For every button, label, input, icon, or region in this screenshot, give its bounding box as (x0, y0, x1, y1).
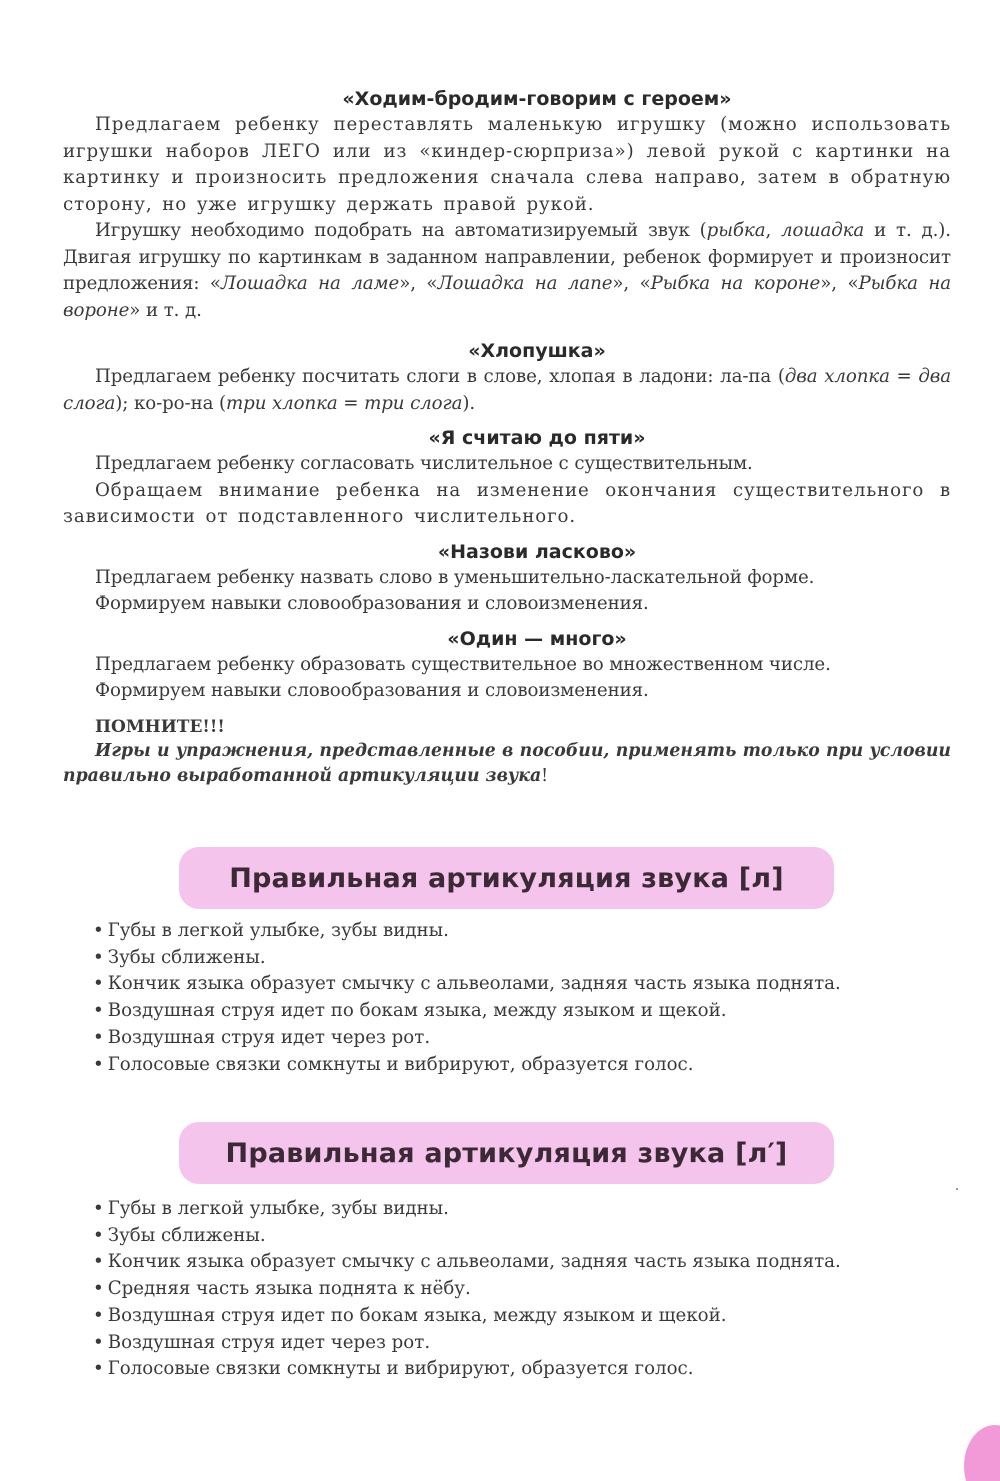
game-nazovi-laskovo (63, 539, 951, 618)
paragraph: Предлагаем ребенку посчитать слоги в слове, хлопая в ладони: ла-па (два хлопка = два слога); ко-ро-на (три хлопка = три слога). (63, 366, 951, 414)
list-item: • Воздушная струя идет через рот. (93, 1331, 431, 1353)
section-banner-l-soft: Правильная артикуляция звука [л′] (179, 1122, 834, 1184)
list-item: • Воздушная струя идет по бокам языка, между языком и щекой. (93, 1000, 727, 1022)
list-item: • Средняя часть языка поднята к нёбу. (93, 1278, 471, 1300)
game-title: «Ходим-бродим-говорим с героем» (342, 88, 732, 110)
game-title: «Назови ласково» (437, 540, 637, 563)
list-item: • Губы в легкой улыбке, зубы видны. (93, 1198, 449, 1219)
paragraph: Формируем навыки словообразования и словоизменения. (95, 680, 649, 701)
remember-note (63, 715, 951, 789)
game-khodim-brodim (63, 86, 951, 324)
list-item: • Голосовые связки сомкнуты и вибрируют, образуется голос. (93, 1358, 694, 1380)
paragraph: Формируем навыки словообразования и словоизменения. (95, 593, 649, 614)
remember-text: Игры и упражнения, представленные в пособии, применять только при условии правильно выработанной артикуляции звука! (63, 740, 951, 786)
games-content (63, 86, 951, 789)
list-item: • Зубы сближены. (93, 946, 266, 968)
list-item: • Зубы сближены. (93, 1224, 266, 1246)
list-item: • Губы в легкой улыбке, зубы видны. (93, 920, 449, 941)
paragraph: Предлагаем ребенку согласовать числительное с существительным. (95, 453, 753, 474)
articulation-list-l (93, 918, 893, 1078)
articulation-list-l-soft (93, 1196, 893, 1383)
section-banner-l: Правильная артикуляция звука [л] (179, 847, 834, 909)
game-ya-schitayu (63, 425, 951, 531)
list-item: • Голосовые связки сомкнуты и вибрируют, образуется голос. (93, 1053, 694, 1075)
list-item: • Воздушная струя идет через рот. (93, 1026, 431, 1048)
paragraph: Предлагаем ребенку переставлять маленькую игрушку (можно использовать игрушки наборов ЛЕГО или из «киндер-сюрприза») левой рукой с картинки на картинку и произносить предложения сначала слева направо, затем в обратную сторону, но уже игрушку держать правой рукой. (63, 114, 951, 215)
print-speck (956, 1188, 958, 1190)
list-item: • Кончик языка образует смычку с альвеолами, задняя часть языка поднята. (93, 1251, 841, 1273)
list-item: • Кончик языка образует смычку с альвеолами, задняя часть языка поднята. (93, 973, 841, 995)
paragraph: Предлагаем ребенку назвать слово в уменьшительно-ласкательной форме. (95, 566, 815, 588)
remember-title: ПОМНИТЕ!!! (95, 716, 225, 737)
game-odin-mnogo (63, 626, 951, 705)
paragraph: Предлагаем ребенку образовать существительное во множественном числе. (95, 653, 831, 675)
paragraph: Обращаем внимание ребенка на изменение окончания существительного в зависимости от подставленного числительного. (63, 479, 951, 527)
corner-decoration (964, 1425, 1000, 1481)
game-khlopushka (63, 338, 951, 417)
paragraph: Игрушку необходимо подобрать на автоматизируемый звук (рыбка, лошадка и т. д.). Двигая игрушку по картинкам в заданном направлении, ребенок формирует и произносит предложения: «Лошадка на ламе», «Лошадка на лапе», «Рыбка на короне», «Рыбка на вороне» и т. д. (63, 220, 951, 321)
list-item: • Воздушная струя идет по бокам языка, между языком и щекой. (93, 1304, 727, 1326)
game-title: «Хлопушка» (468, 340, 606, 362)
game-title: «Один — много» (447, 627, 627, 650)
game-title: «Я считаю до пяти» (428, 427, 646, 449)
